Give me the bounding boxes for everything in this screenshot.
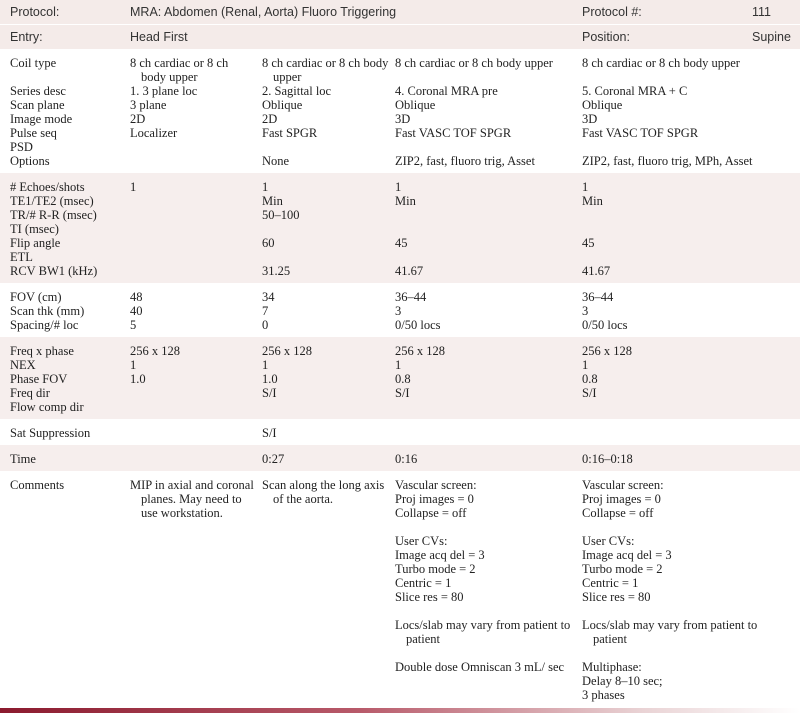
comment-paragraph [582, 478, 794, 520]
cell-value: 1.0 [262, 372, 278, 386]
table-cell [130, 222, 262, 236]
table-cell [582, 98, 800, 112]
table-row [0, 236, 800, 250]
cell-value: 1 [395, 180, 402, 194]
table-cell [130, 84, 262, 98]
cell-value: 8 ch cardiac or 8 ch body upper [395, 56, 553, 70]
table-row [0, 358, 800, 372]
row-label-text: Freq x phase [10, 344, 74, 358]
cell-value: 0:27 [262, 452, 285, 466]
comment-line: Centric = 1 [395, 576, 452, 590]
comment-line: Centric = 1 [582, 576, 639, 590]
comment-line: Turbo mode = 2 [582, 562, 663, 576]
table-cell [130, 358, 262, 372]
cell-value: 0/50 locs [395, 318, 441, 332]
cell-value: 41.67 [395, 264, 424, 278]
comment-line: Proj images = 0 [395, 492, 474, 506]
comment-line: Locs/slab may vary from patient to patient [582, 618, 758, 646]
table-cell [582, 452, 800, 466]
table-cell [130, 194, 262, 208]
row-label [10, 318, 130, 332]
table-cell [130, 112, 262, 126]
table-cell [395, 180, 582, 194]
table-row [0, 84, 800, 98]
table-section [0, 283, 800, 337]
row-label-text: Options [10, 154, 50, 168]
cell-value: 8 ch cardiac or 8 ch body upper [262, 56, 389, 84]
table-row [0, 304, 800, 318]
table-cell [395, 318, 582, 332]
table-cell [582, 222, 800, 236]
table-cell [395, 236, 582, 250]
row-label-text: # Echoes/shots [10, 180, 85, 194]
table-cell [262, 250, 395, 264]
table-cell [582, 290, 800, 304]
row-label-text: Coil type [10, 56, 57, 70]
table-cell [395, 126, 582, 140]
cell-value: Fast VASC TOF SPGR [582, 126, 699, 140]
cell-value: 1 [582, 180, 589, 194]
table-cell [130, 250, 262, 264]
table-row [0, 98, 800, 112]
row-label-text: Spacing/# loc [10, 318, 79, 332]
table-cell [130, 344, 262, 358]
cell-value: None [262, 154, 290, 168]
table-cell [130, 180, 262, 194]
cell-value: 0:16 [395, 452, 418, 466]
table-row [0, 426, 800, 440]
row-label [10, 400, 130, 414]
cell-value: 3 [582, 304, 589, 318]
cell-value: 0 [262, 318, 269, 332]
row-label [10, 154, 130, 168]
table-cell [262, 236, 395, 250]
table-section [0, 419, 800, 445]
table-cell [130, 386, 262, 400]
comment-line: Slice res = 80 [395, 590, 464, 604]
table-cell [582, 140, 800, 154]
cell-value: S/I [582, 386, 597, 400]
table-row [0, 140, 800, 154]
table-cell [130, 478, 262, 702]
row-label-text: Flip angle [10, 236, 61, 250]
cell-value: 1 [262, 180, 269, 194]
row-label-text: Sat Suppression [10, 426, 91, 440]
table-cell [395, 452, 582, 466]
table-cell [262, 290, 395, 304]
comment-line: MIP in axial and coronal planes. May need to use workstation. [130, 478, 254, 520]
cell-value: 45 [582, 236, 595, 250]
cell-value: 41.67 [582, 264, 611, 278]
table-cell [582, 56, 800, 84]
cell-value: 45 [395, 236, 408, 250]
table-row [0, 264, 800, 278]
cell-value: 5 [130, 318, 137, 332]
table-cell [130, 290, 262, 304]
table-row [0, 372, 800, 386]
row-label-text: PSD [10, 140, 33, 154]
table-cell [262, 426, 395, 440]
table-cell [582, 194, 800, 208]
cell-value: 1 [262, 358, 269, 372]
cell-value: 0:16–0:18 [582, 452, 633, 466]
cell-value: 1 [582, 358, 589, 372]
table-row [0, 56, 800, 84]
table-cell [395, 208, 582, 222]
table-cell [262, 264, 395, 278]
row-label-text: Phase FOV [10, 372, 68, 386]
comment-paragraph [262, 478, 389, 506]
row-label [10, 358, 130, 372]
row-label [10, 84, 130, 98]
table-cell [262, 318, 395, 332]
comment-paragraph [582, 534, 794, 604]
comment-paragraph [395, 618, 576, 646]
table-cell [395, 112, 582, 126]
table-cell [395, 372, 582, 386]
table-row [0, 154, 800, 168]
cell-value: 5. Coronal MRA + C [582, 84, 688, 98]
table-cell [395, 194, 582, 208]
cell-value: 0/50 locs [582, 318, 628, 332]
row-label [10, 140, 130, 154]
table-section [0, 445, 800, 471]
table-cell [262, 400, 395, 414]
comment-line: Collapse = off [582, 506, 654, 520]
comment-line: Scan along the long axis of the aorta. [262, 478, 385, 506]
cell-value: 3D [582, 112, 598, 126]
comment-paragraph [395, 478, 576, 520]
table-cell [395, 98, 582, 112]
table-row [0, 250, 800, 264]
cell-value: Min [582, 194, 603, 208]
cell-value: Min [395, 194, 416, 208]
table-row [0, 452, 800, 466]
table-section [0, 173, 800, 283]
cell-value: 1 [130, 358, 137, 372]
row-label [10, 194, 130, 208]
row-label-text: TE1/TE2 (msec) [10, 194, 94, 208]
table-cell [130, 126, 262, 140]
table-cell [582, 112, 800, 126]
row-label [10, 236, 130, 250]
table-cell [395, 344, 582, 358]
protocol-number: 111 [752, 5, 772, 19]
table-cell [582, 426, 800, 440]
row-label [10, 344, 130, 358]
table-cell [582, 264, 800, 278]
comment-paragraph [395, 534, 576, 604]
cell-value: S/I [262, 426, 277, 440]
cell-value: S/I [395, 386, 410, 400]
comment-line: User CVs: [395, 534, 448, 548]
table-row [0, 126, 800, 140]
table-row [0, 386, 800, 400]
table-cell [262, 126, 395, 140]
cell-value: ZIP2, fast, fluoro trig, MPh, Asset [582, 154, 753, 168]
row-label [10, 304, 130, 318]
comment-line: Proj images = 0 [582, 492, 661, 506]
table-cell [395, 84, 582, 98]
table-cell [582, 180, 800, 194]
table-row [0, 478, 800, 702]
row-label-text: Flow comp dir [10, 400, 84, 414]
table-cell [582, 304, 800, 318]
table-cell [582, 250, 800, 264]
protocol-number-label: Protocol #: [582, 5, 642, 19]
row-label-text: Time [10, 452, 36, 466]
table-cell [582, 126, 800, 140]
table-cell [582, 154, 800, 168]
table-cell [582, 386, 800, 400]
table-cell [395, 358, 582, 372]
cell-value: 36–44 [582, 290, 614, 304]
table-cell [395, 426, 582, 440]
table-cell [130, 400, 262, 414]
table-cell [395, 222, 582, 236]
protocol-label: Protocol: [10, 5, 60, 19]
row-label [10, 426, 130, 440]
cell-value: 3 plane [130, 98, 167, 112]
comment-line: Vascular screen: [395, 478, 477, 492]
table-cell [262, 452, 395, 466]
cell-value: 1 [395, 358, 402, 372]
cell-value: 3D [395, 112, 411, 126]
cell-value: 0.8 [582, 372, 598, 386]
cell-value: 2. Sagittal loc [262, 84, 332, 98]
table-cell [262, 208, 395, 222]
table-cell [395, 250, 582, 264]
row-label-text: Freq dir [10, 386, 50, 400]
table-row [0, 180, 800, 194]
cell-value: 256 x 128 [582, 344, 632, 358]
table-row [0, 290, 800, 304]
position-label: Position: [582, 30, 630, 44]
row-label-text: RCV BW1 (kHz) [10, 264, 98, 278]
cell-value: 0.8 [395, 372, 411, 386]
cell-value: 50–100 [262, 208, 300, 222]
table-section [0, 337, 800, 419]
table-cell [130, 140, 262, 154]
row-label [10, 56, 130, 84]
table-cell [130, 452, 262, 466]
cell-value: 34 [262, 290, 275, 304]
table-row [0, 208, 800, 222]
table-cell [582, 358, 800, 372]
table-cell [130, 56, 262, 84]
table-cell [582, 372, 800, 386]
comment-line: User CVs: [582, 534, 635, 548]
table-cell [582, 318, 800, 332]
cell-value: 2D [262, 112, 278, 126]
table-cell [395, 304, 582, 318]
cell-value: Oblique [262, 98, 303, 112]
table-cell [130, 264, 262, 278]
table-row [0, 222, 800, 236]
cell-value: 36–44 [395, 290, 427, 304]
entry-label: Entry: [10, 30, 43, 44]
cell-value: 1 [130, 180, 137, 194]
table-cell [582, 84, 800, 98]
cell-value: 256 x 128 [130, 344, 180, 358]
table-cell [262, 478, 395, 702]
comment-line: Vascular screen: [582, 478, 664, 492]
table-cell [262, 372, 395, 386]
table-cell [582, 400, 800, 414]
protocol-table [0, 49, 800, 707]
table-cell [582, 236, 800, 250]
comment-line: Turbo mode = 2 [395, 562, 476, 576]
comment-paragraph [395, 660, 576, 674]
table-section [0, 471, 800, 707]
table-cell [395, 56, 582, 84]
table-cell [130, 304, 262, 318]
cell-value: 31.25 [262, 264, 291, 278]
table-cell [395, 400, 582, 414]
comment-paragraph [582, 660, 794, 702]
table-cell [395, 290, 582, 304]
row-label [10, 478, 130, 702]
row-label [10, 452, 130, 466]
comment-line: Image acq del = 3 [582, 548, 672, 562]
table-section [0, 49, 800, 173]
protocol-row [0, 0, 800, 25]
cell-value: 8 ch cardiac or 8 ch body upper [582, 56, 740, 70]
table-cell [130, 236, 262, 250]
cell-value: 1.0 [130, 372, 146, 386]
table-row [0, 112, 800, 126]
row-label-text: TI (msec) [10, 222, 59, 236]
protocol-name: MRA: Abdomen (Renal, Aorta) Fluoro Triggering [130, 5, 397, 19]
comment-line: Delay 8–10 sec; [582, 674, 663, 688]
table-cell [130, 98, 262, 112]
protocol-header [0, 0, 800, 49]
table-cell [262, 358, 395, 372]
position-value: Supine [752, 30, 791, 44]
row-label-text: Scan plane [10, 98, 65, 112]
row-label [10, 250, 130, 264]
table-row [0, 344, 800, 358]
row-label [10, 372, 130, 386]
row-label-text: Scan thk (mm) [10, 304, 85, 318]
table-cell [582, 344, 800, 358]
table-cell [262, 344, 395, 358]
comment-line: Locs/slab may vary from patient to patient [395, 618, 571, 646]
cell-value: Oblique [582, 98, 623, 112]
cell-value: 256 x 128 [262, 344, 312, 358]
row-label [10, 222, 130, 236]
row-label [10, 290, 130, 304]
row-label [10, 180, 130, 194]
row-label-text: Image mode [10, 112, 73, 126]
cell-value: 60 [262, 236, 275, 250]
table-cell [262, 140, 395, 154]
row-label [10, 264, 130, 278]
table-cell [130, 208, 262, 222]
row-label-text: NEX [10, 358, 36, 372]
comment-line: Double dose Omniscan 3 mL/ sec [395, 660, 565, 674]
cell-value: 40 [130, 304, 143, 318]
comment-line: Collapse = off [395, 506, 467, 520]
row-label [10, 208, 130, 222]
row-label-text: Pulse seq [10, 126, 57, 140]
row-label-text: Comments [10, 478, 65, 492]
row-label [10, 112, 130, 126]
table-cell [130, 318, 262, 332]
table-cell [395, 386, 582, 400]
cell-value: 8 ch cardiac or 8 ch body upper [130, 56, 229, 84]
table-cell [262, 112, 395, 126]
table-row [0, 318, 800, 332]
row-label-text: Series desc [10, 84, 66, 98]
cell-value: Oblique [395, 98, 436, 112]
table-cell [262, 386, 395, 400]
comment-line: 3 phases [582, 688, 625, 702]
cell-value: Fast SPGR [262, 126, 318, 140]
footer-bar [0, 708, 800, 713]
cell-value: 2D [130, 112, 146, 126]
table-cell [395, 478, 582, 702]
table-cell [395, 140, 582, 154]
table-cell [262, 56, 395, 84]
comment-line: Multiphase: [582, 660, 642, 674]
row-label [10, 386, 130, 400]
row-label-text: ETL [10, 250, 33, 264]
row-label [10, 126, 130, 140]
table-cell [130, 426, 262, 440]
entry-row [0, 25, 800, 49]
cell-value: Fast VASC TOF SPGR [395, 126, 512, 140]
table-cell [395, 154, 582, 168]
comment-paragraph [582, 618, 794, 646]
table-cell [130, 372, 262, 386]
row-label-text: FOV (cm) [10, 290, 62, 304]
cell-value: 7 [262, 304, 269, 318]
table-row [0, 400, 800, 414]
cell-value: 4. Coronal MRA pre [395, 84, 498, 98]
cell-value: 3 [395, 304, 402, 318]
table-cell [262, 98, 395, 112]
cell-value: Localizer [130, 126, 178, 140]
comment-line: Slice res = 80 [582, 590, 651, 604]
comment-line: Image acq del = 3 [395, 548, 485, 562]
table-cell [262, 180, 395, 194]
row-label [10, 98, 130, 112]
cell-value: 256 x 128 [395, 344, 445, 358]
entry-value: Head First [130, 30, 188, 44]
row-label-text: TR/# R-R (msec) [10, 208, 97, 222]
cell-value: S/I [262, 386, 277, 400]
table-cell [130, 154, 262, 168]
table-cell [262, 194, 395, 208]
cell-value: 48 [130, 290, 143, 304]
cell-value: 1. 3 plane loc [130, 84, 198, 98]
cell-value: Min [262, 194, 283, 208]
table-cell [262, 222, 395, 236]
cell-value: ZIP2, fast, fluoro trig, Asset [395, 154, 535, 168]
table-row [0, 194, 800, 208]
table-cell [262, 84, 395, 98]
table-cell [262, 304, 395, 318]
table-cell [582, 478, 800, 702]
comment-paragraph [130, 478, 256, 520]
table-cell [262, 154, 395, 168]
table-cell [582, 208, 800, 222]
table-cell [395, 264, 582, 278]
